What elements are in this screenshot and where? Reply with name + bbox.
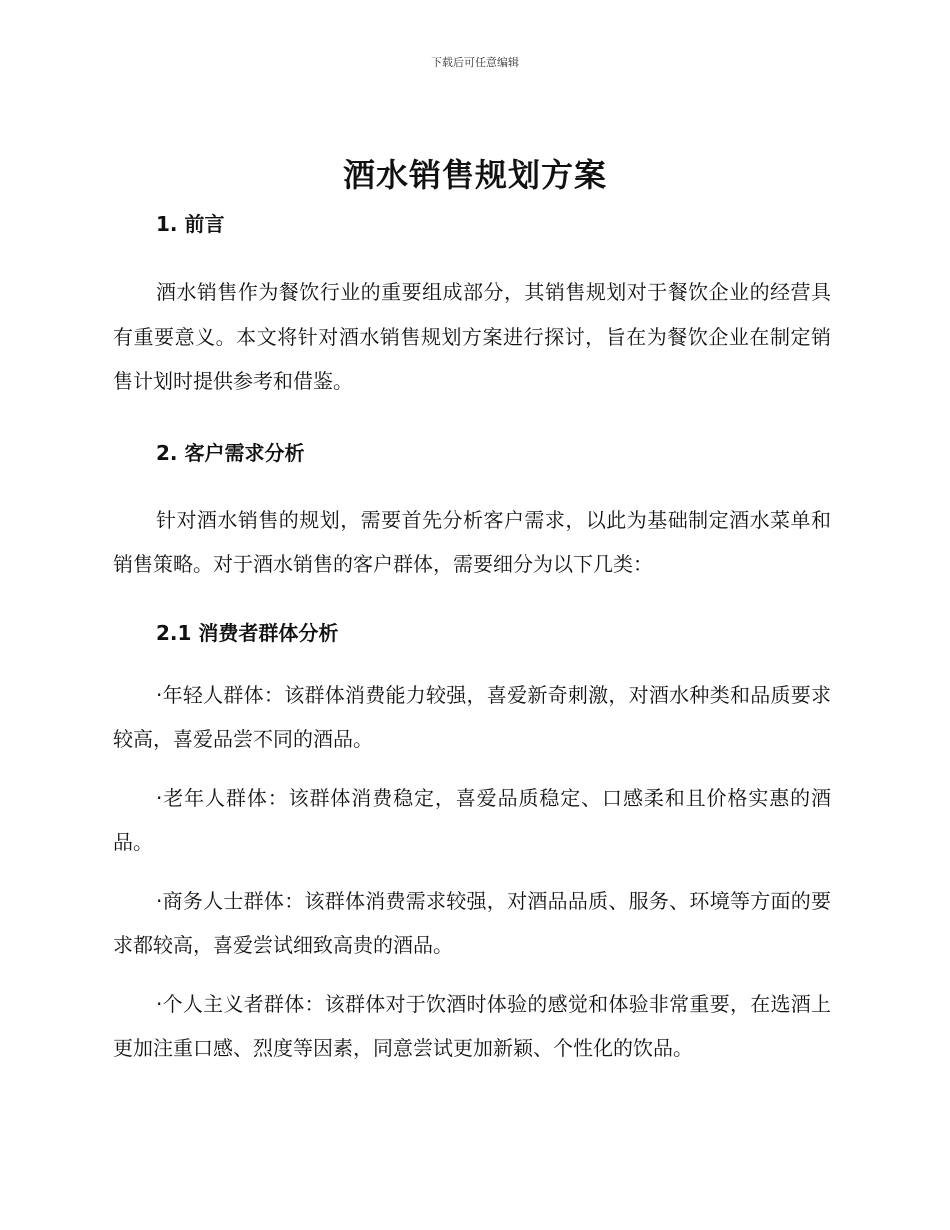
bullet-elderly-group: ·老年人群体：该群体消费稳定，喜爱品质稳定、口感柔和且价格实惠的酒品。 — [113, 785, 831, 854]
bullet-individualist-group: ·个人主义者群体：该群体对于饮酒时体验的感觉和体验非常重要，在选酒上更加注重口感、烈度等因素，同意尝试更加新颖、个性化的饮品。 — [113, 991, 831, 1060]
document-title: 酒水销售规划方案 — [342, 156, 607, 194]
paragraph-preface: 酒水销售作为餐饮行业的重要组成部分，其销售规划对于餐饮企业的经营具有重要意义。本文将针对酒水销售规划方案进行探讨，旨在为餐饮企业在制定销售计划时提供参考和借鉴。 — [113, 280, 831, 393]
subsection-heading-consumer-groups: 2.1 消费者群体分析 — [156, 620, 339, 645]
bullet-young-group: ·年轻人群体：该群体消费能力较强，喜爱新奇刺激，对酒水种类和品质要求较高，喜爱品尝不同的酒品。 — [113, 682, 831, 751]
header-note: 下载后可任意编辑 — [431, 56, 519, 69]
section-heading-customer-needs: 2. 客户需求分析 — [156, 440, 305, 465]
bullet-business-group: ·商务人士群体：该群体消费需求较强，对酒品品质、服务、环境等方面的要求都较高，喜爱尝试细致高贵的酒品。 — [113, 888, 831, 957]
paragraph-customer-needs: 针对酒水销售的规划，需要首先分析客户需求，以此为基础制定酒水菜单和销售策略。对于酒水销售的客户群体，需要细分为以下几类： — [113, 507, 831, 576]
section-heading-preface: 1. 前言 — [156, 212, 225, 236]
document-body — [113, 200, 831, 1071]
